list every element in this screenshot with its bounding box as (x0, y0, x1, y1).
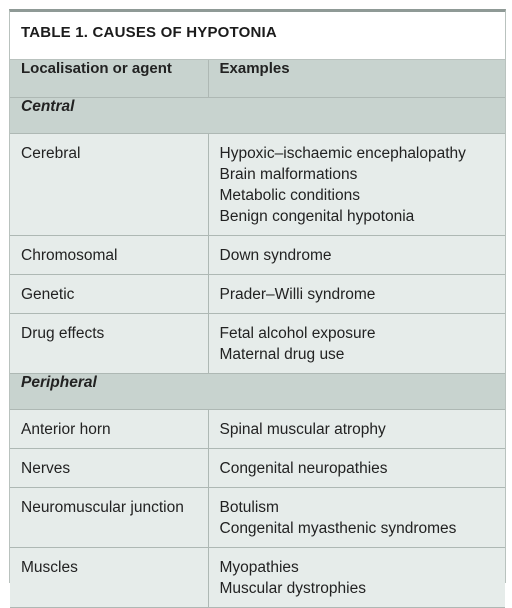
examples-cell (208, 274, 505, 313)
examples-list (220, 410, 495, 448)
column-header-agent: Localisation or agent (10, 60, 208, 97)
example-item: Congenital myasthenic syndromes (219, 519, 457, 537)
examples-cell (208, 235, 505, 274)
agent-cell (10, 487, 208, 547)
agent-label: Muscles (21, 558, 78, 576)
agent-cell (10, 547, 208, 607)
examples-list (220, 548, 495, 607)
example-item: Fetal alcohol exposure (219, 324, 376, 342)
example-item: Muscular dystrophies (219, 579, 366, 597)
examples-cell (208, 487, 505, 547)
example-item: Spinal muscular atrophy (219, 420, 386, 438)
examples-list (220, 134, 495, 235)
column-header-examples: Examples (208, 60, 505, 97)
example-item: Maternal drug use (219, 345, 345, 363)
section-heading: Central (10, 97, 505, 133)
examples-list (220, 314, 495, 373)
table-row (10, 448, 505, 487)
examples-list (220, 449, 495, 487)
example-item: Down syndrome (219, 246, 332, 264)
example-item: Congenital neuropathies (219, 459, 388, 477)
examples-cell (208, 448, 505, 487)
agent-cell (10, 274, 208, 313)
table-title: TABLE 1. CAUSES OF HYPOTONIA (10, 12, 505, 60)
example-item: Botulism (219, 498, 279, 516)
example-item: Metabolic conditions (219, 186, 360, 204)
table-frame (9, 9, 506, 597)
examples-list (220, 236, 495, 274)
example-item: Brain malformations (219, 165, 358, 183)
examples-cell (208, 133, 505, 235)
table-row (10, 487, 505, 547)
agent-cell (10, 313, 208, 373)
example-item: Benign congenital hypotonia (219, 207, 415, 225)
section-row (10, 373, 505, 409)
example-item: Myopathies (219, 558, 299, 576)
header-row (10, 60, 505, 97)
examples-list (220, 488, 495, 547)
agent-label: Anterior horn (21, 420, 111, 438)
examples-cell (208, 409, 505, 448)
section-heading: Peripheral (10, 373, 505, 409)
table-row (10, 313, 505, 373)
examples-list (220, 275, 495, 313)
agent-label: Neuromuscular junction (21, 498, 184, 516)
agent-cell (10, 448, 208, 487)
agent-cell (10, 133, 208, 235)
examples-cell (208, 547, 505, 607)
table-row (10, 235, 505, 274)
table-row (10, 547, 505, 607)
table-body (10, 97, 505, 607)
agent-label: Cerebral (21, 144, 81, 162)
table-row (10, 409, 505, 448)
table-row (10, 133, 505, 235)
agent-cell (10, 235, 208, 274)
example-item: Prader–Willi syndrome (219, 285, 376, 303)
section-row (10, 97, 505, 133)
examples-cell (208, 313, 505, 373)
table-row (10, 274, 505, 313)
causes-table (10, 60, 505, 608)
agent-cell (10, 409, 208, 448)
example-item: Hypoxic–ischaemic encephalopathy (219, 144, 466, 162)
agent-label: Genetic (21, 285, 75, 303)
agent-label: Chromosomal (21, 246, 118, 264)
agent-label: Drug effects (21, 324, 105, 342)
agent-label: Nerves (21, 459, 71, 477)
